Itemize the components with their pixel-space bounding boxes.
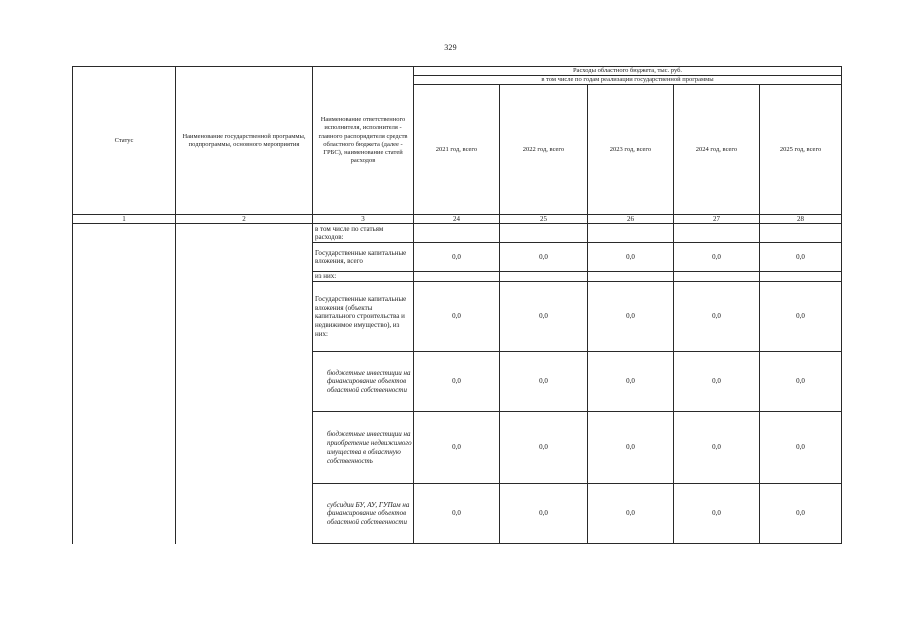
row-label: Государственные капитальные вложения, всего [313,243,414,272]
column-number-row [73,215,842,224]
row-label: в том числе по статьям расходов: [313,224,414,243]
value-cell: 0,0 [588,352,674,412]
value-cell: 0,0 [500,243,588,272]
colnum-1: 1 [73,215,176,224]
value-cell: 0,0 [760,484,842,544]
header-expenses-group: Расходы областного бюджета, тыс. руб. [414,67,842,76]
colnum-24: 24 [414,215,500,224]
header-status: Статус [73,67,176,215]
header-year-2022: 2022 год, всего [500,85,588,215]
row-label: Государственные капитальные вложения (объекты капитального строительства и недвижимое имущество), из них: [313,282,414,352]
value-cell [588,272,674,282]
value-cell [500,272,588,282]
value-cell: 0,0 [760,412,842,484]
value-cell [414,272,500,282]
value-cell [500,224,588,243]
value-cell: 0,0 [414,282,500,352]
value-cell: 0,0 [674,412,760,484]
value-cell: 0,0 [760,282,842,352]
value-cell [760,224,842,243]
header-year-2023: 2023 год, всего [588,85,674,215]
colnum-3: 3 [313,215,414,224]
header-program-name: Наименование государственной программы, подпрограммы, основного мероприятия [176,67,313,215]
value-cell [588,224,674,243]
row-label: бюджетные инвестиции на финансирование объектов областной собственности [313,352,414,412]
value-cell [760,272,842,282]
value-cell: 0,0 [588,243,674,272]
value-cell: 0,0 [414,352,500,412]
header-executor: Наименование ответственного исполнителя, исполнителя - главного распорядителя средств областного бюджета (далее - ГРБС), наименование статей расходов [313,67,414,215]
row-label: субсидии БУ, АУ, ГУПам на финансирование объектов областной собственности [313,484,414,544]
header-year-2021: 2021 год, всего [414,85,500,215]
colnum-2: 2 [176,215,313,224]
value-cell: 0,0 [500,352,588,412]
value-cell: 0,0 [500,484,588,544]
row-label: бюджетные инвестиции на приобретение недвижимого имущества в областную собственность [313,412,414,484]
row-label: из них: [313,272,414,282]
header-by-years-group: в том числе по годам реализации государственной программы [414,76,842,85]
page-number: 329 [444,43,457,52]
value-cell: 0,0 [414,484,500,544]
header-year-2024: 2024 год, всего [674,85,760,215]
colnum-28: 28 [760,215,842,224]
header-year-2025: 2025 год, всего [760,85,842,215]
value-cell: 0,0 [414,243,500,272]
value-cell [674,272,760,282]
value-cell: 0,0 [414,412,500,484]
status-cell [73,224,176,544]
value-cell: 0,0 [674,484,760,544]
header-row-1 [73,67,842,76]
value-cell: 0,0 [760,243,842,272]
value-cell: 0,0 [588,282,674,352]
value-cell: 0,0 [674,352,760,412]
program-name-cell [176,224,313,544]
colnum-27: 27 [674,215,760,224]
value-cell: 0,0 [500,282,588,352]
colnum-26: 26 [588,215,674,224]
value-cell: 0,0 [500,412,588,484]
value-cell [414,224,500,243]
table-row [73,224,842,243]
value-cell: 0,0 [674,243,760,272]
value-cell: 0,0 [588,412,674,484]
value-cell: 0,0 [760,352,842,412]
colnum-25: 25 [500,215,588,224]
value-cell [674,224,760,243]
budget-table [72,66,842,544]
value-cell: 0,0 [588,484,674,544]
value-cell: 0,0 [674,282,760,352]
